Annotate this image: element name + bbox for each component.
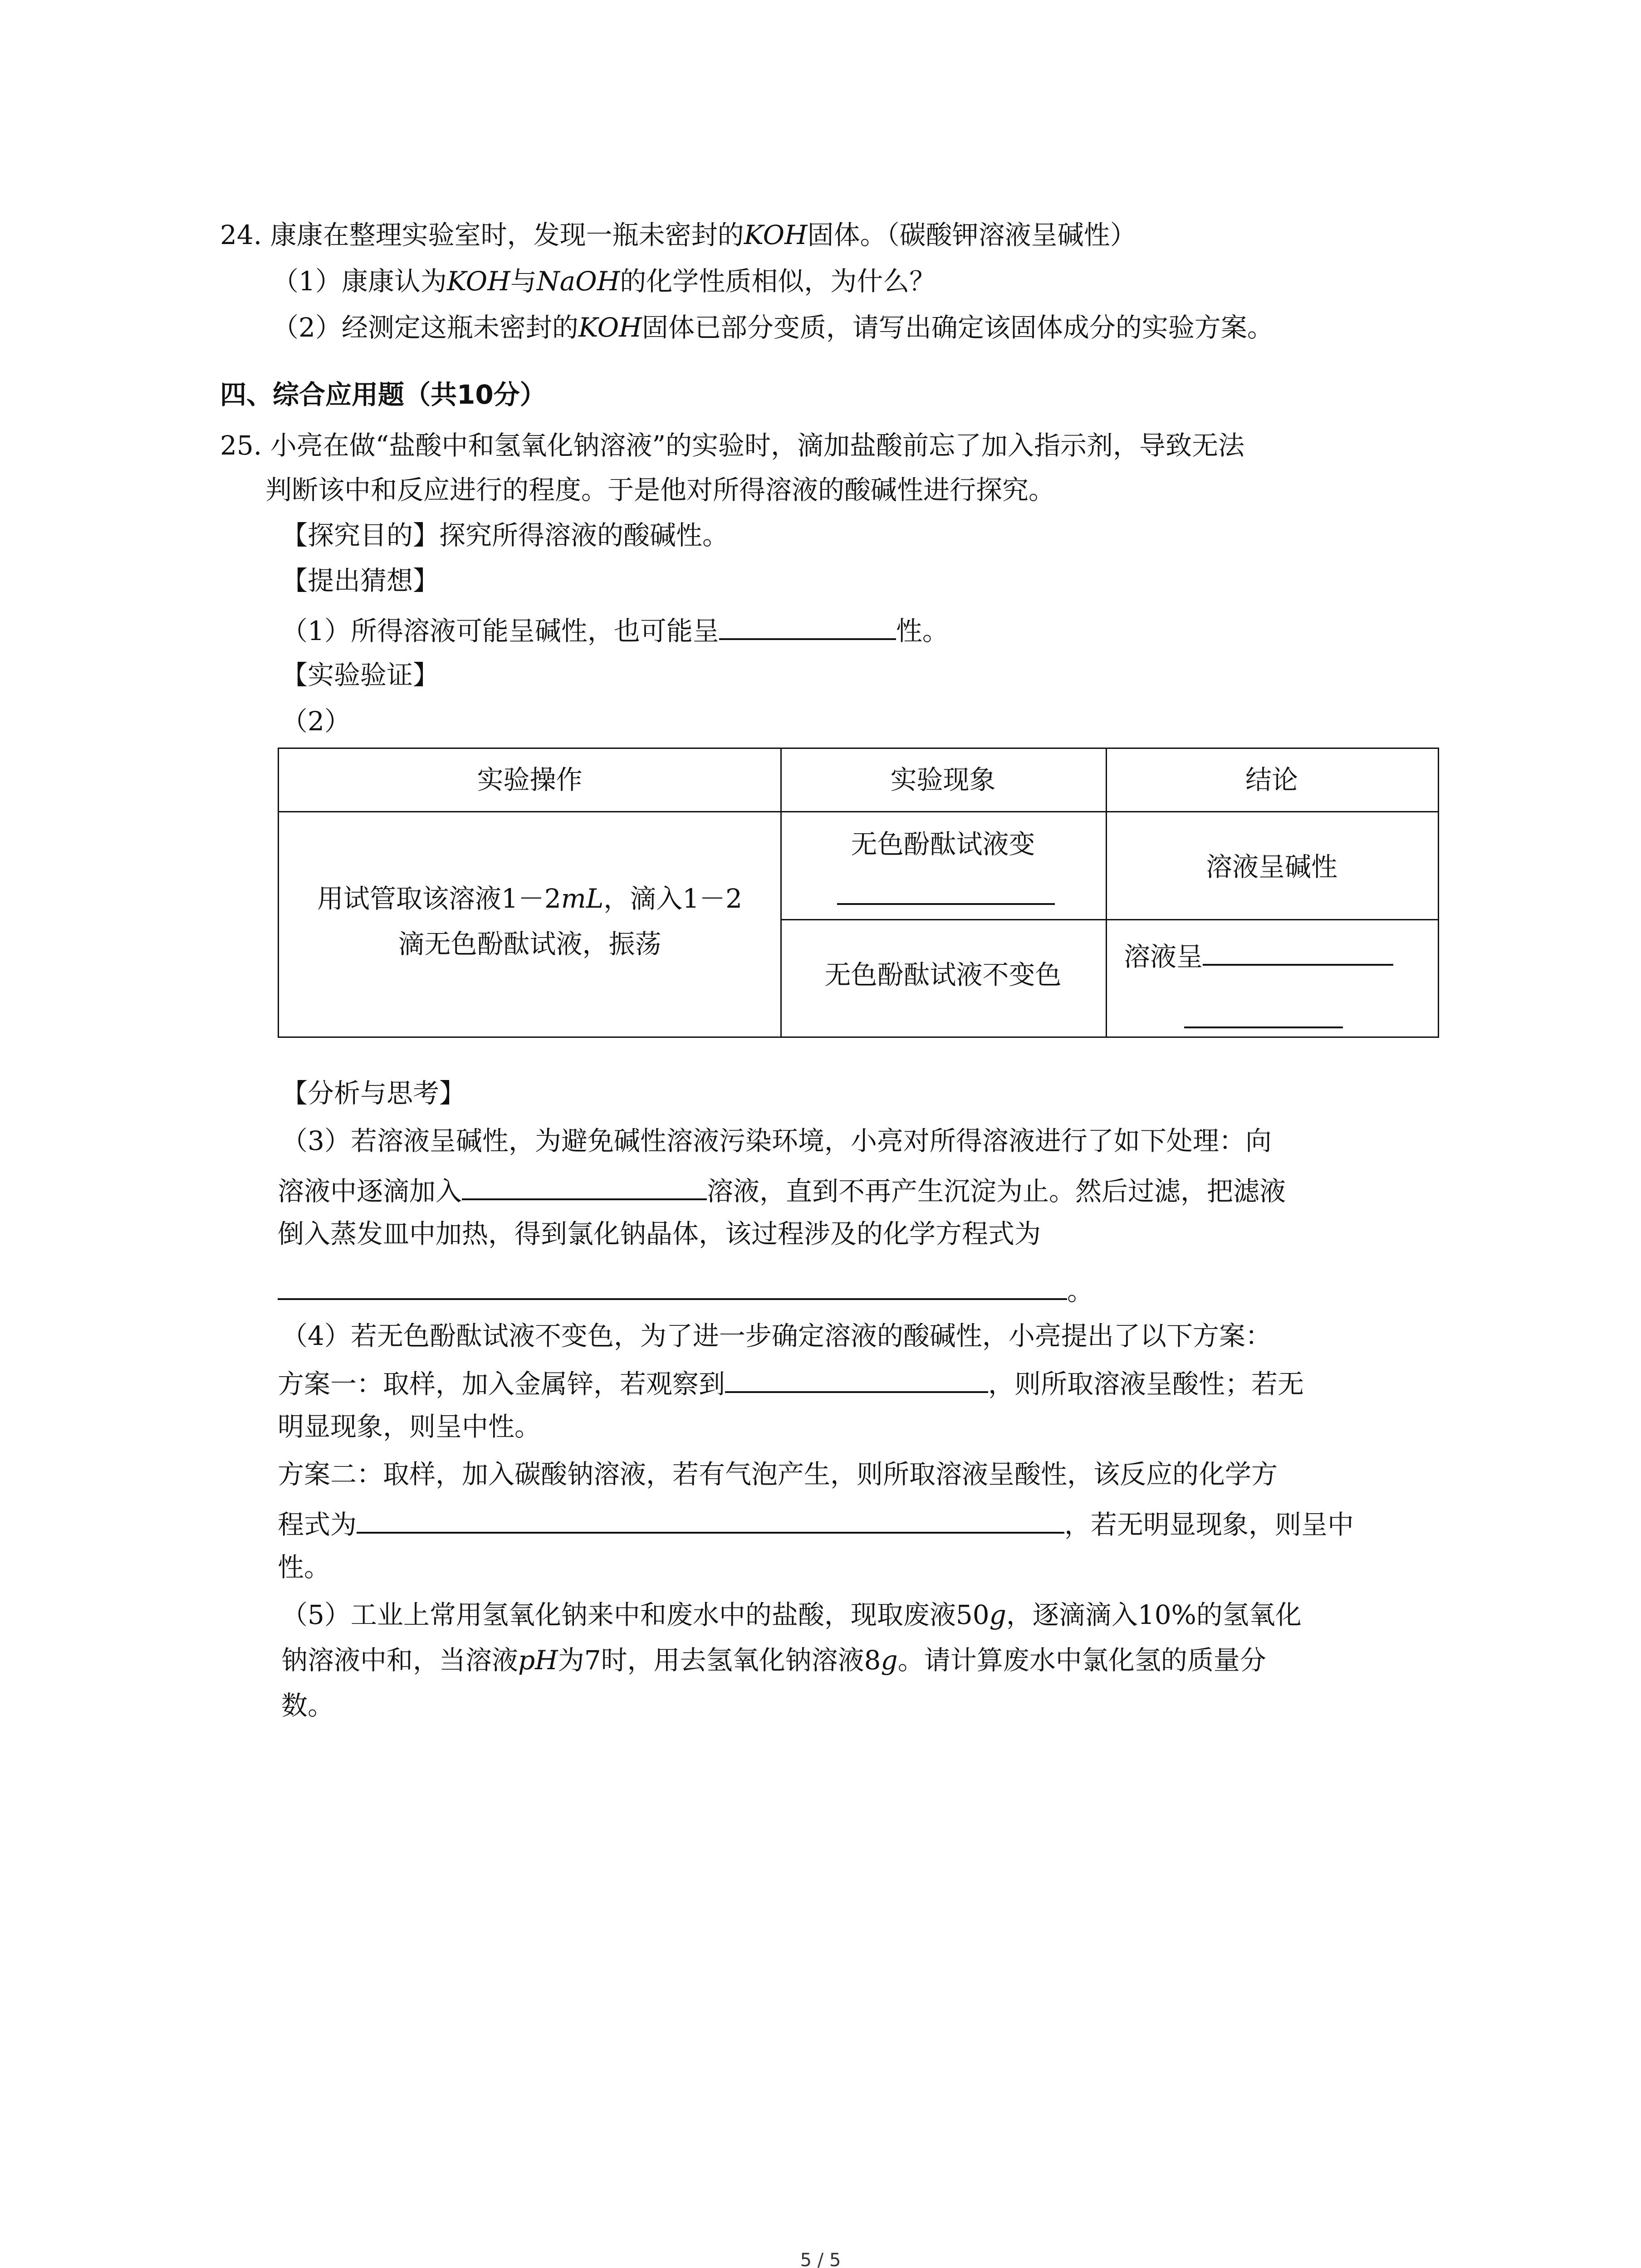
q24-sub2-a: （2）经测定这瓶未密封的 — [272, 312, 578, 343]
op-line1-b: ，滴入1－2 — [603, 883, 743, 914]
s5-l2-a: 钠溶液中和，当溶液 — [281, 1645, 519, 1676]
table-header-conclusion: 结论 — [1245, 764, 1298, 795]
table-conclusion-row2 — [1124, 936, 1393, 975]
table-phenomenon-row1-blank[interactable] — [837, 875, 1055, 905]
q25-s5-line2 — [281, 1642, 1266, 1678]
s5-l1-b: ，逐滴滴入10%的氢氧化 — [1006, 1599, 1302, 1630]
q25-hyp1-blank[interactable] — [719, 610, 896, 640]
q25-sub2-label: （2） — [281, 706, 351, 737]
q25-stem-line1: 25. 小亮在做“盐酸中和氢氧化钠溶液”的实验时，滴加盐酸前忘了加入指示剂，导致无法 — [220, 430, 1244, 461]
q24-sub1-naoh: NaOH — [536, 266, 620, 297]
q25-s4-line2 — [278, 1363, 1304, 1402]
q25-s4-line6: 性。 — [278, 1552, 331, 1583]
q24-koh: KOH — [744, 220, 808, 250]
concl-row2-text: 溶液呈 — [1124, 941, 1203, 972]
op-line1-a: 用试管取该溶液1－2 — [317, 883, 561, 914]
q24-sub1-b: 与 — [510, 266, 537, 297]
q25-s3-line4 — [278, 1270, 1093, 1309]
q25-hyp1-a: （1）所得溶液可能呈碱性，也可能呈 — [281, 616, 719, 646]
q25-s3-blank-reagent[interactable] — [462, 1170, 707, 1200]
q25-s4-blank-equation[interactable] — [357, 1504, 1064, 1534]
op-line1-unit: mL — [561, 883, 604, 914]
q25-stem-line2: 判断该中和反应进行的程度。于是他对所得溶液的酸碱性进行探究。 — [265, 474, 1055, 505]
table-phenomenon-row1: 无色酚酞试液变 — [851, 829, 1035, 860]
s3-l4-end: 。 — [1067, 1276, 1094, 1306]
s5-l1-a: （5）工业上常用氢氧化钠来中和废水中的盐酸，现取废液50 — [281, 1599, 989, 1630]
q25-s4-blank-phenomenon[interactable] — [725, 1363, 988, 1393]
q24-sub1-c: 的化学性质相似，为什么？ — [620, 266, 936, 297]
table-header-phenomenon: 实验现象 — [890, 764, 996, 795]
q25-s5-line1 — [281, 1597, 1302, 1633]
q24-sub1-koh: KOH — [446, 266, 510, 297]
section4-heading: 四、综合应用题（共10分） — [220, 379, 546, 410]
table-conclusion-row2-blank-2[interactable] — [1184, 998, 1343, 1028]
s4-l2-b: ，则所取溶液呈酸性；若无 — [988, 1369, 1304, 1399]
table-header-divider — [279, 811, 1438, 812]
s5-l2-b: 为7时，用去氢氧化钠溶液8 — [558, 1645, 881, 1676]
page-number: 5 / 5 — [800, 2250, 841, 2268]
table-phenomenon-row2: 无色酚酞试液不变色 — [824, 959, 1062, 990]
q24-stem-text-b: 固体。（碳酸钾溶液呈碱性） — [807, 220, 1136, 250]
q25-goal: 【探究目的】探究所得溶液的酸碱性。 — [281, 520, 729, 551]
q25-s3-line1: （3）若溶液呈碱性，为避免碱性溶液污染环境，小亮对所得溶液进行了如下处理：向 — [281, 1125, 1272, 1156]
q24-sub2 — [272, 309, 1274, 346]
q24-sub2-b: 固体已部分变质，请写出确定该固体成分的实验方案。 — [642, 312, 1274, 343]
s5-l1-g: g — [989, 1599, 1006, 1630]
q25-hyp1-b: 性。 — [896, 616, 949, 646]
q25-hypothesis-1 — [281, 610, 949, 649]
table-row-divider — [780, 919, 1438, 920]
q25-s4-line1: （4）若无色酚酞试液不变色，为了进一步确定溶液的酸碱性，小亮提出了以下方案： — [281, 1320, 1272, 1351]
q25-s5-line3: 数。 — [281, 1690, 334, 1721]
experiment-table — [278, 748, 1439, 1038]
q25-s4-line5 — [278, 1504, 1354, 1543]
s4-l2-a: 方案一：取样，加入金属锌，若观察到 — [278, 1369, 725, 1399]
q25-s3-line2 — [278, 1170, 1286, 1209]
table-conclusion-row1: 溶液呈碱性 — [1205, 851, 1337, 882]
q25-s3-line3: 倒入蒸发皿中加热，得到氯化钠晶体，该过程涉及的化学方程式为 — [278, 1218, 1041, 1249]
q24-stem-text-a: 24. 康康在整理实验室时，发现一瓶未密封的 — [220, 220, 744, 250]
s4-l5-b: ，若无明显现象，则呈中 — [1064, 1509, 1354, 1540]
q25-hypothesis-title: 【提出猜想】 — [281, 565, 440, 596]
table-operation-line1 — [279, 880, 780, 917]
q24-stem — [220, 217, 1136, 253]
q25-analysis-title: 【分析与思考】 — [281, 1078, 466, 1109]
s5-l2-c: 。请计算废水中氯化氢的质量分 — [897, 1645, 1266, 1676]
s5-l2-ph: pH — [518, 1645, 558, 1676]
s3-l2-a: 溶液中逐滴加入 — [278, 1176, 462, 1207]
q25-verify-title: 【实验验证】 — [281, 660, 440, 690]
table-conclusion-row2-blank-1[interactable] — [1203, 936, 1393, 966]
q24-sub2-koh: KOH — [578, 312, 642, 343]
q25-s3-blank-equation[interactable] — [278, 1270, 1067, 1300]
s4-l5-a: 程式为 — [278, 1509, 357, 1540]
table-header-operation: 实验操作 — [477, 764, 583, 795]
q24-sub1 — [272, 263, 936, 299]
q25-s4-line3: 明显现象，则呈中性。 — [278, 1411, 541, 1442]
q25-s4-line4: 方案二：取样，加入碳酸钠溶液，若有气泡产生，则所取溶液呈酸性，该反应的化学方 — [278, 1459, 1278, 1490]
s5-l2-g: g — [881, 1645, 898, 1676]
q24-sub1-a: （1）康康认为 — [272, 266, 447, 297]
table-operation-line2: 滴无色酚酞试液，振荡 — [398, 929, 661, 959]
s3-l2-b: 溶液，直到不再产生沉淀为止。然后过滤，把滤液 — [707, 1176, 1286, 1207]
